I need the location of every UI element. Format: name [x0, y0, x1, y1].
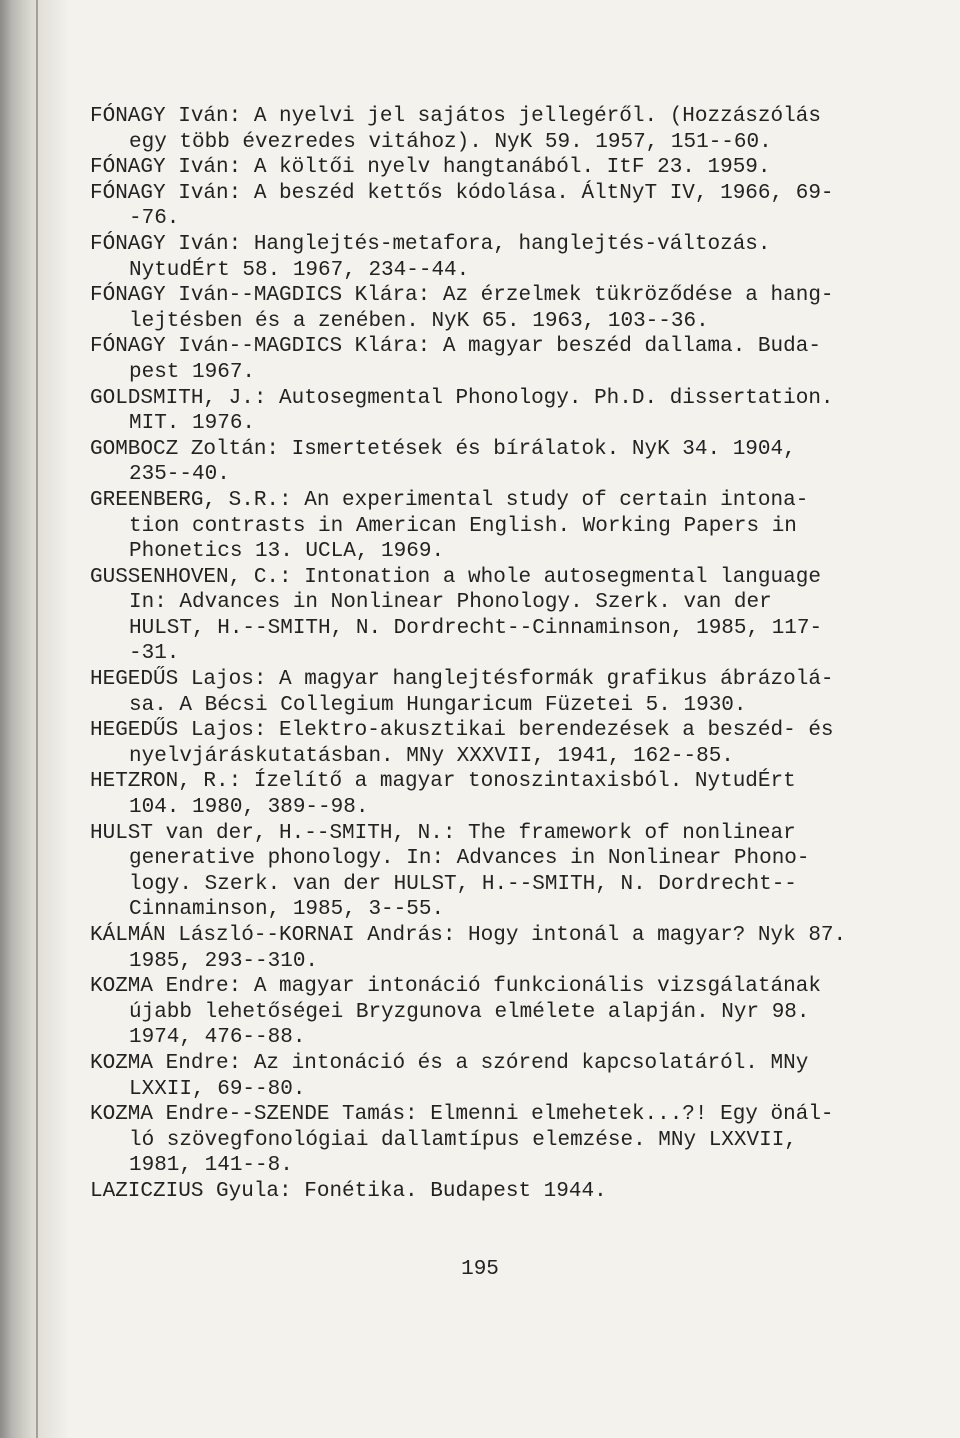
entry-first-line: HEGEDŰS Lajos: Elektro-akusztikai berendezések a beszéd- és: [90, 719, 834, 743]
bibliography-entry: [90, 769, 860, 820]
entry-first-line: FÓNAGY Iván--MAGDICS Klára: A magyar beszéd dallama. Buda-: [90, 335, 821, 359]
entry-continuation-line: LXXII, 69--80.: [129, 1077, 306, 1101]
entry-continuation-line: In: Advances in Nonlinear Phonology. Szerk. van der: [129, 591, 772, 615]
entry-continuation-line: 235--40.: [129, 463, 230, 487]
bibliography-entry: [90, 386, 860, 437]
entry-first-line: FÓNAGY Iván: A beszéd kettős kódolása. ÁltNyT IV, 1966, 69-: [90, 181, 834, 205]
entry-first-line: HULST van der, H.--SMITH, N.: The framework of nonlinear: [90, 821, 796, 845]
bibliography-entry: [90, 667, 860, 718]
entry-first-line: FÓNAGY Iván: Hanglejtés-metafora, hanglejtés-változás.: [90, 232, 771, 256]
entry-first-line: KÁLMÁN László--KORNAI András: Hogy intonál a magyar? Nyk 87.: [90, 924, 847, 947]
entry-continuation-line: 1981, 141--8.: [129, 1154, 293, 1178]
bibliography-entry: [90, 334, 860, 385]
entry-first-line: FÓNAGY Iván: A költői nyelv hangtanából. ItF 23. 1959.: [90, 156, 771, 180]
entry-continuation-line: logy. Szerk. van der HULST, H.--SMITH, N. Dordrecht--: [129, 872, 797, 896]
bibliography-entry: [90, 437, 860, 488]
binding-shadow: [0, 0, 70, 1438]
entry-first-line: KOZMA Endre: Az intonáció és a szórend kapcsolatáról. MNy: [90, 1051, 809, 1075]
bibliography-entry: [90, 974, 860, 1051]
entry-first-line: LAZICZIUS Gyula: Fonétika. Budapest 1944.: [90, 1179, 607, 1203]
entry-first-line: GUSSENHOVEN, C.: Intonation a whole autosegmental language: [90, 565, 821, 589]
bibliography-entry: [90, 232, 860, 283]
entry-continuation-line: Cinnaminson, 1985, 3--55.: [129, 898, 445, 922]
entry-first-line: GREENBERG, S.R.: An experimental study of certain intona-: [90, 488, 809, 512]
entry-continuation-line: NytudÉrt 58. 1967, 234--44.: [129, 258, 470, 282]
entry-first-line: GOMBOCZ Zoltán: Ismertetések és bírálatok. NyK 34. 1904,: [90, 437, 796, 461]
entry-continuation-line: ló szövegfonológiai dallamtípus elemzése. MNy LXXVII,: [129, 1128, 797, 1152]
page-number: 195: [461, 1258, 499, 1281]
entry-continuation-line: újabb lehetőségei Bryzgunova elmélete alapján. Nyr 98.: [129, 1000, 810, 1024]
entry-first-line: GOLDSMITH, J.: Autosegmental Phonology. Ph.D. dissertation.: [90, 386, 834, 410]
entry-first-line: KOZMA Endre: A magyar intonáció funkcionális vizsgálatának: [90, 975, 821, 999]
entry-first-line: HEGEDŰS Lajos: A magyar hanglejtésformák grafikus ábrázolá-: [90, 668, 834, 692]
bibliography-entry: [90, 718, 860, 769]
entry-continuation-line: 1974, 476--88.: [129, 1026, 306, 1050]
bibliography-entry: [90, 923, 860, 974]
bibliography-entry: [90, 565, 860, 667]
entry-first-line: KOZMA Endre--SZENDE Tamás: Elmenni elmehetek...?! Egy önál-: [90, 1103, 834, 1127]
entry-continuation-line: nyelvjáráskutatásban. MNy XXXVII, 1941, 162--85.: [129, 744, 734, 768]
entry-continuation-line: MIT. 1976.: [129, 412, 256, 436]
bibliography-entry: [90, 283, 860, 334]
entry-first-line: HETZRON, R.: Ízelítő a magyar tonoszintaxisból. NytudÉrt: [90, 770, 796, 794]
entry-continuation-line: sa. A Bécsi Collegium Hungaricum Füzetei 5. 1930.: [129, 693, 747, 717]
entry-continuation-line: egy több évezredes vitához). NyK 59. 1957, 151--60.: [129, 130, 772, 154]
entry-continuation-line: lejtésben és a zenében. NyK 65. 1963, 103--36.: [129, 309, 709, 333]
bibliography-entry: [90, 488, 860, 565]
entry-continuation-line: Phonetics 13. UCLA, 1969.: [129, 540, 445, 564]
entry-continuation-line: 104. 1980, 389--98.: [129, 796, 369, 820]
bibliography-entry: [90, 155, 860, 181]
entry-continuation-line: -76.: [129, 207, 180, 231]
entry-continuation-line: 1985, 293--310.: [129, 949, 319, 973]
entry-continuation-line: tion contrasts in American English. Working Papers in: [129, 514, 797, 538]
bibliography-entry: [90, 821, 860, 923]
bibliography-entry: [90, 1051, 860, 1102]
entry-continuation-line: generative phonology. In: Advances in Nonlinear Phono-: [129, 847, 810, 871]
entry-continuation-line: -31.: [129, 642, 180, 666]
bibliography-entry: [90, 104, 860, 155]
entry-first-line: FÓNAGY Iván--MAGDICS Klára: Az érzelmek tükröződése a hang-: [90, 284, 834, 308]
binding-edge: [36, 0, 38, 1438]
bibliography-entry: [90, 1102, 860, 1179]
bibliography-entry: [90, 181, 860, 232]
bibliography-entry: [90, 1179, 860, 1205]
entry-first-line: FÓNAGY Iván: A nyelvi jel sajátos jellegéről. (Hozzászólás: [90, 105, 821, 128]
entry-continuation-line: HULST, H.--SMITH, N. Dordrecht--Cinnaminson, 1985, 117-: [129, 616, 823, 640]
bibliography-list: [90, 104, 860, 1205]
entry-continuation-line: pest 1967.: [129, 360, 256, 384]
